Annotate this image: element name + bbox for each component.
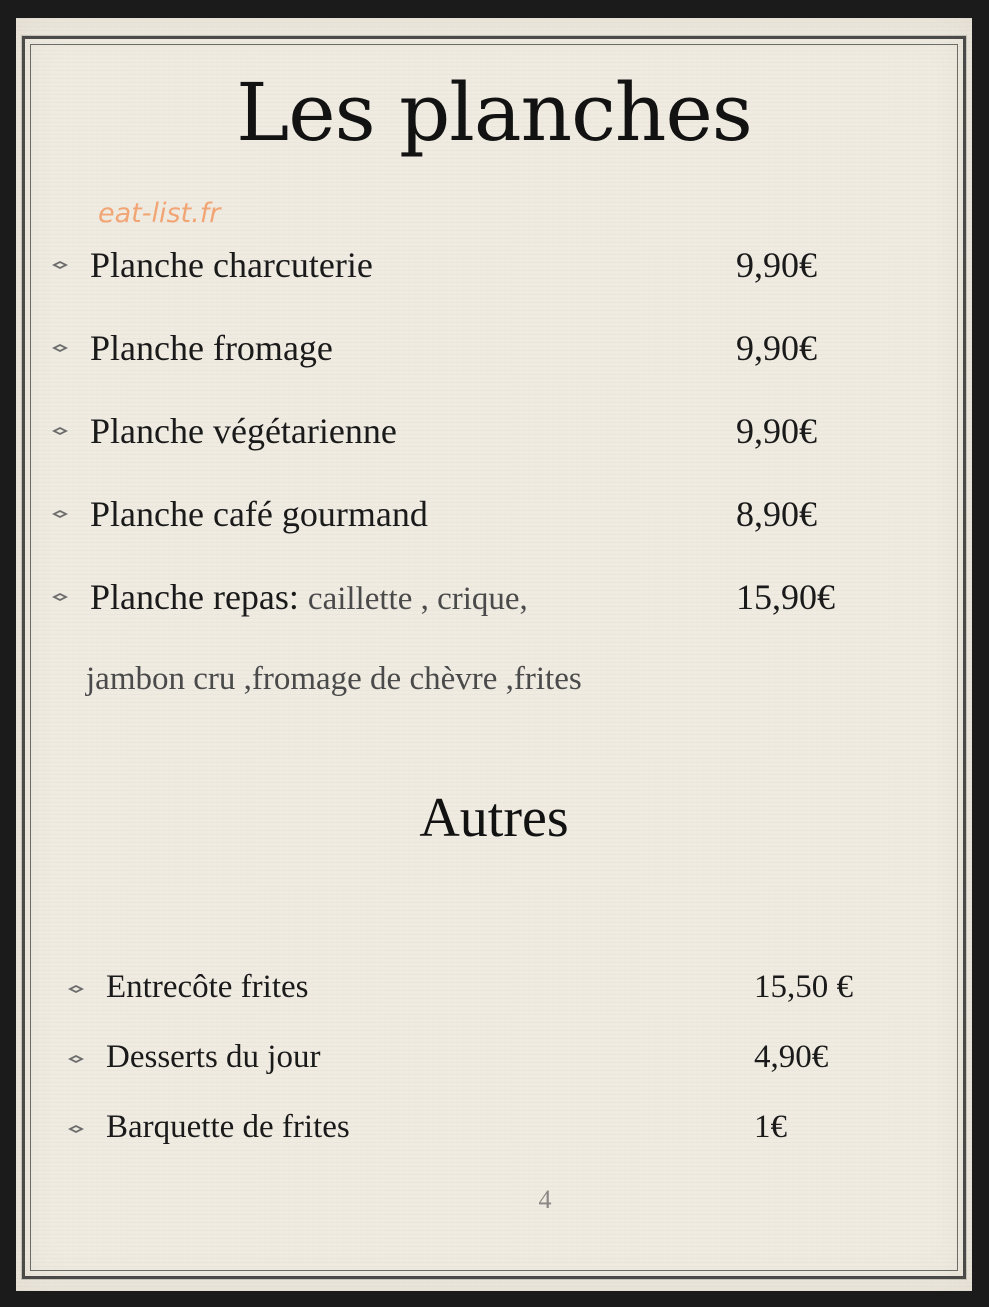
planche-vegetarienne-name: Planche végétarienne <box>90 411 397 451</box>
planche-repas-description-line2: jambon cru ,fromage de chèvre ,frites <box>86 661 582 697</box>
page-number: 4 <box>538 1185 552 1214</box>
planche-vegetarienne-price: 9,90€ <box>736 411 817 451</box>
planche-repas-description-line1: caillette , crique, <box>307 581 528 617</box>
diamond-bullet-icon <box>50 426 70 436</box>
menu-page <box>16 18 972 1291</box>
section-title-autres: Autres <box>419 787 569 849</box>
diamond-bullet-icon <box>50 592 70 602</box>
diamond-bullet-icon <box>66 1124 86 1134</box>
desserts-du-jour-price: 4,90€ <box>754 1039 829 1075</box>
planche-fromage-name: Planche fromage <box>90 328 333 368</box>
diamond-bullet-icon <box>66 1054 86 1064</box>
page-title: Les planches <box>236 66 752 159</box>
planche-cafe-gourmand-price: 8,90€ <box>736 494 817 534</box>
diamond-bullet-icon <box>66 984 86 994</box>
diamond-bullet-icon <box>50 343 70 353</box>
desserts-du-jour-name: Desserts du jour <box>106 1039 321 1075</box>
entrecote-frites-name: Entrecôte frites <box>106 969 309 1005</box>
diamond-bullet-icon <box>50 509 70 519</box>
barquette-de-frites-price: 1€ <box>754 1109 787 1145</box>
planche-fromage-price: 9,90€ <box>736 328 817 368</box>
planche-repas-name: Planche repas: <box>90 577 299 617</box>
planche-charcuterie-price: 9,90€ <box>736 245 817 285</box>
planche-charcuterie-name: Planche charcuterie <box>90 245 373 285</box>
planche-repas-price: 15,90€ <box>736 577 835 617</box>
planche-cafe-gourmand-name: Planche café gourmand <box>90 494 428 534</box>
planche-repas-line <box>90 576 528 618</box>
barquette-de-frites-name: Barquette de frites <box>106 1109 350 1145</box>
watermark: eat-list.fr <box>98 198 221 229</box>
diamond-bullet-icon <box>50 260 70 270</box>
entrecote-frites-price: 15,50 € <box>754 969 853 1005</box>
